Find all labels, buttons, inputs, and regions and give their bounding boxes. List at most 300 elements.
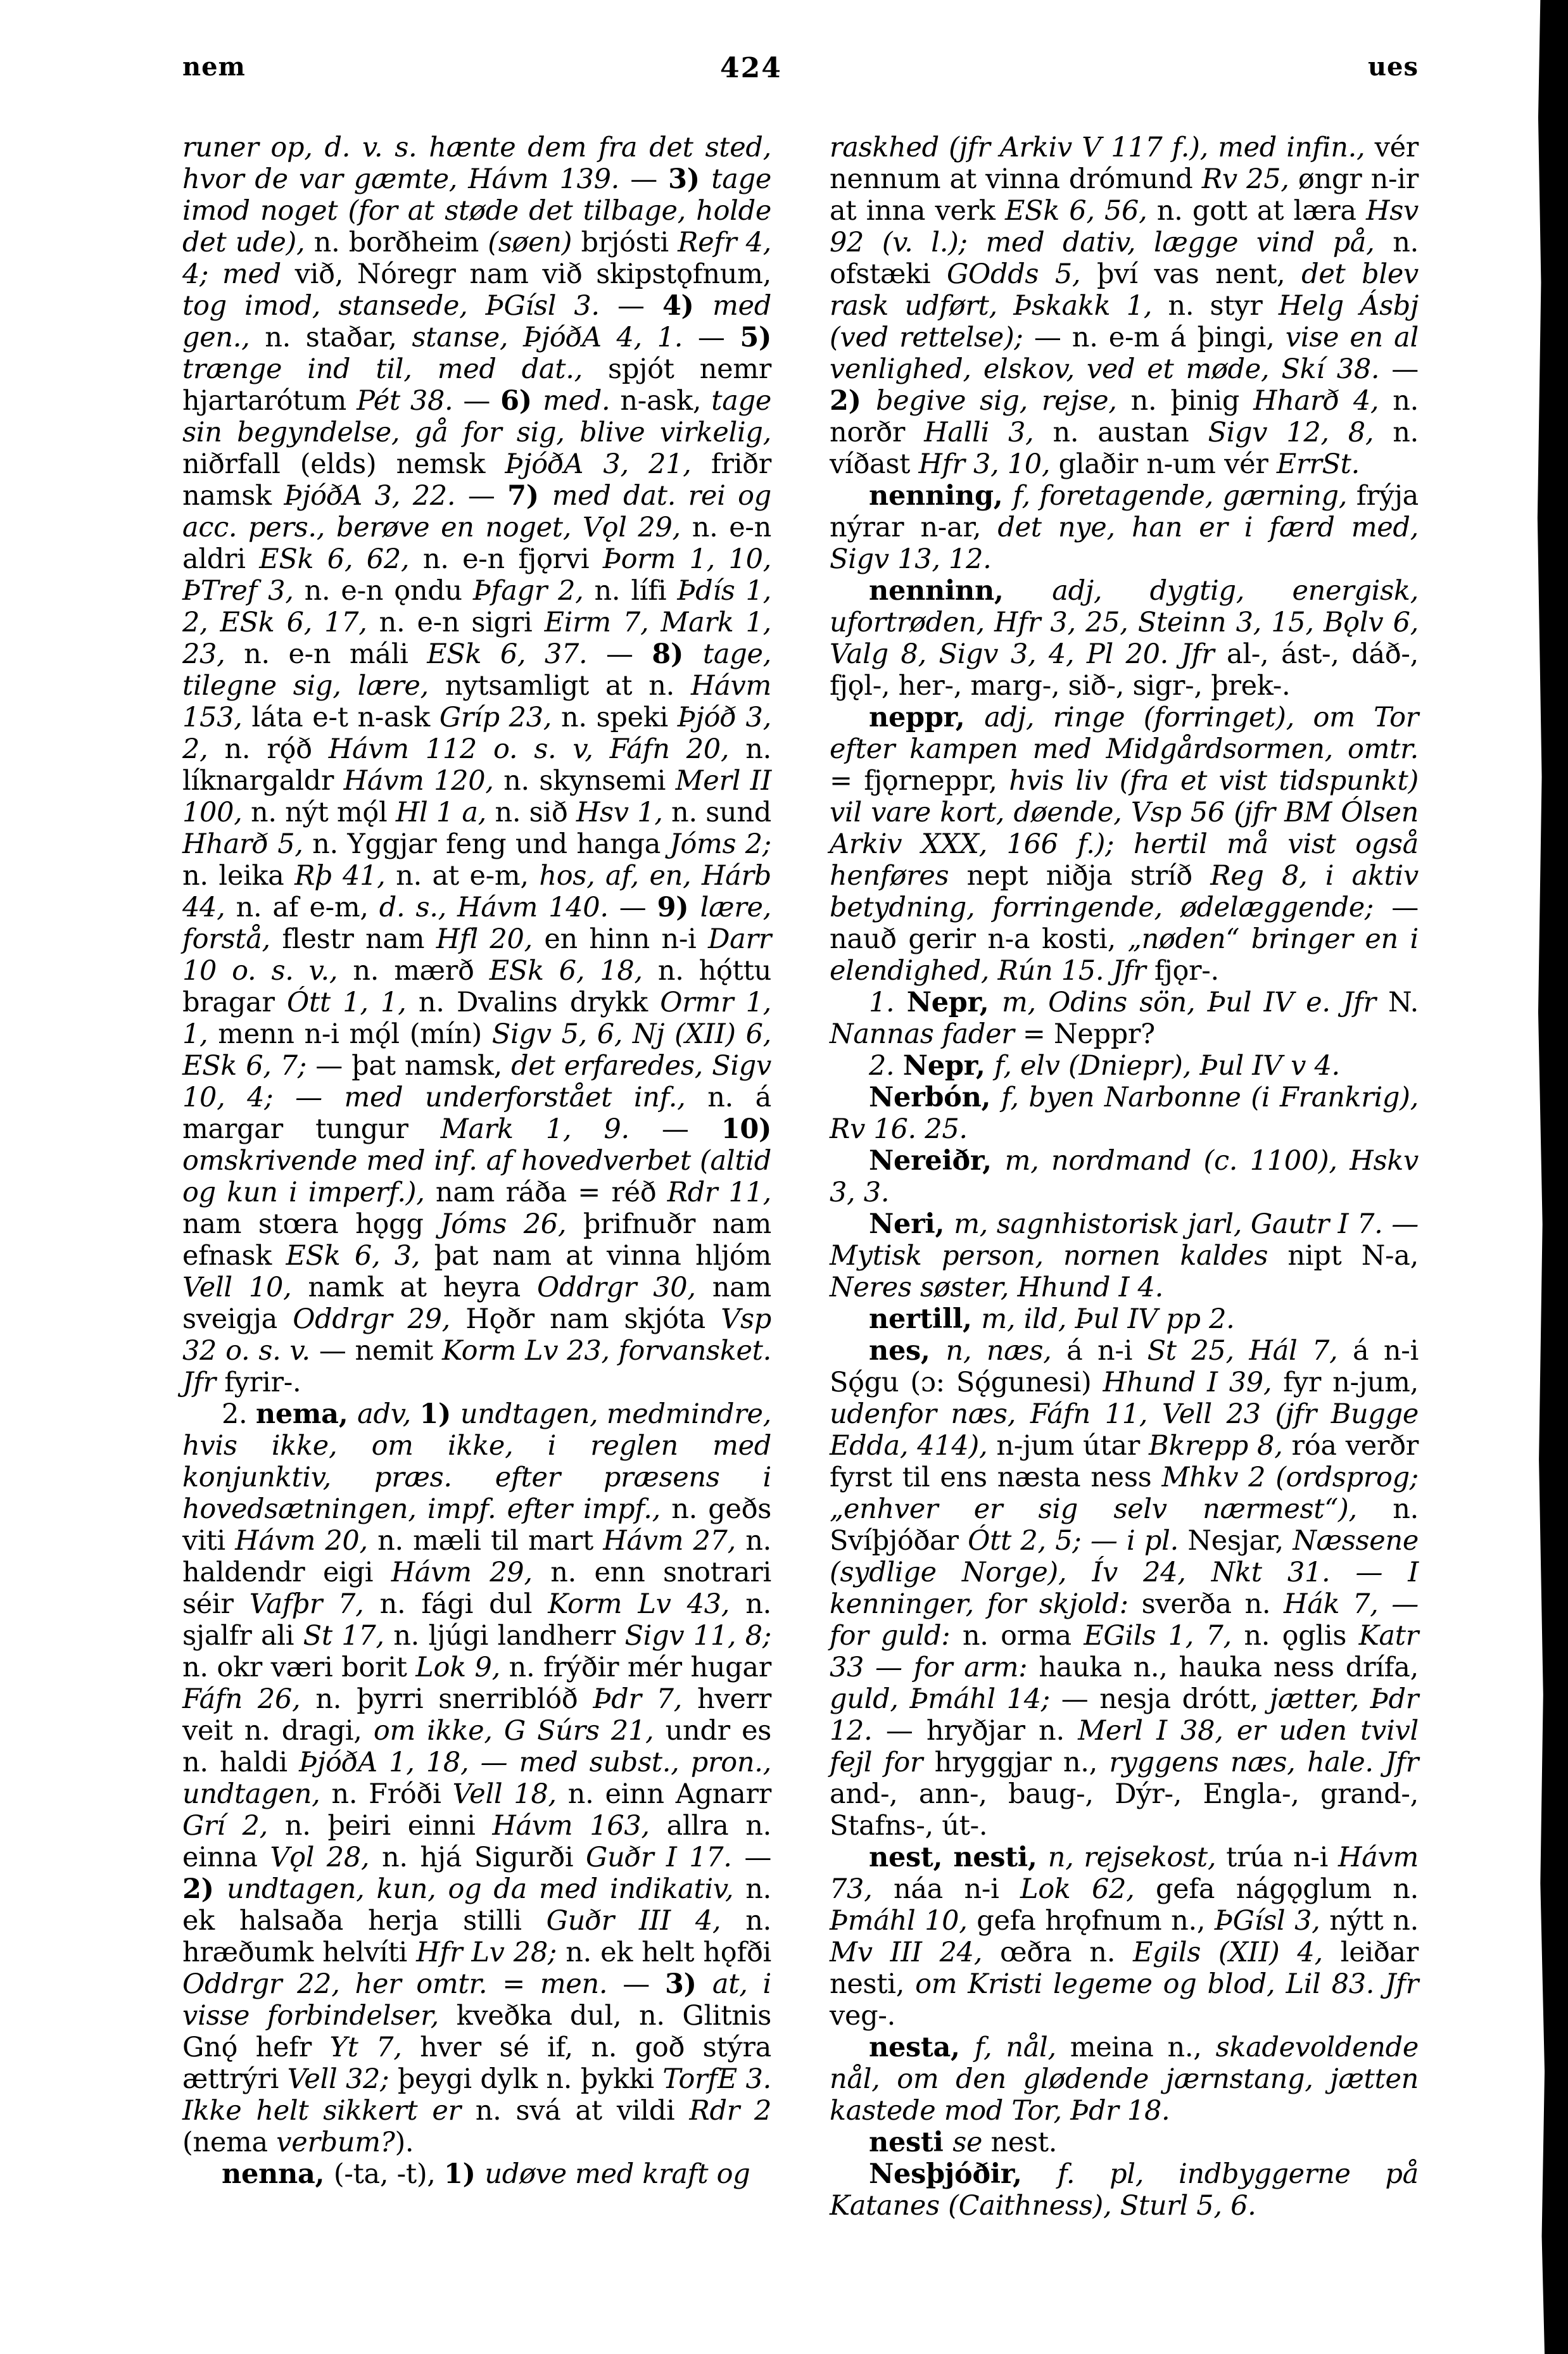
- text-segment: n. geðs viti: [182, 1493, 771, 1557]
- text-segment: n. Dvalins drykk: [418, 987, 661, 1018]
- text-segment: —: [661, 1113, 721, 1145]
- text-segment: n, næs,: [945, 1335, 1067, 1367]
- text-segment: det erfaredes, Sigv 10, 4; — med underforstået inf.,: [182, 1050, 771, 1113]
- text-segment: n. einn Agnarr: [567, 1778, 771, 1810]
- text-segment: f. pl, indbyggerne på Katanes (Caithness), Sturl 5, 6.: [830, 2158, 1419, 2222]
- text-segment: nam stœra hǫgg: [182, 1208, 441, 1240]
- text-segment: —: [606, 638, 652, 670]
- text-segment: n. at e-m,: [396, 860, 540, 892]
- text-segment: det blev rask udført, Þskakk 1,: [830, 258, 1419, 322]
- text-segment: tage, tilegne sig, lære,: [182, 638, 771, 702]
- left-column: [182, 132, 771, 2222]
- text-segment: —: [1391, 353, 1419, 385]
- text-segment: se: [952, 2127, 991, 2158]
- text-segment: Hsv 1,: [576, 797, 672, 828]
- text-segment: St 25, Hál 7,: [1147, 1335, 1353, 1367]
- text-segment: n. gott at læra: [1156, 195, 1367, 227]
- text-segment: n. af e-m,: [236, 892, 379, 923]
- text-segment: Rv 25,: [1201, 163, 1298, 195]
- text-segment: n. víðast: [830, 417, 1419, 480]
- text-segment: n. mæli til mart: [377, 1525, 604, 1557]
- text-segment: Pét 38.: [357, 385, 464, 417]
- entry-paragraph: [830, 1842, 1419, 2032]
- text-segment: om ikke, G Súrs 21,: [373, 1715, 666, 1747]
- text-segment: Þdr 7,: [593, 1683, 697, 1715]
- right-column: [830, 132, 1419, 2222]
- text-segment: n. sund: [671, 797, 771, 828]
- text-segment: n. hjá Sigurði: [381, 1842, 586, 1873]
- text-segment: Ótt 2, 5; — i pl.: [968, 1525, 1188, 1557]
- text-segment: Hfl 20,: [436, 923, 545, 955]
- text-segment: Nepr,: [902, 1050, 995, 1082]
- text-segment: Oddrgr 29,: [293, 1303, 466, 1335]
- text-segment: n. okr væri borit: [182, 1652, 416, 1683]
- text-segment: and-, ann-, baug-, Dýr-, Engla-, grand-, Stafns-, út-.: [830, 1778, 1419, 1842]
- text-segment: n. líknargaldr: [182, 733, 772, 797]
- text-segment: hos, af, en, Hárb 44,: [182, 860, 772, 923]
- text-segment: nýtt n.: [1329, 1905, 1419, 1937]
- text-segment: Rdr 2: [689, 2095, 771, 2127]
- entry-paragraph: [830, 480, 1419, 575]
- text-segment: n. á margar tungur: [182, 1082, 771, 1145]
- text-segment: n. þinig: [1130, 385, 1254, 417]
- text-segment: ÞjóðA 3, 21,: [505, 448, 711, 480]
- text-segment: n. enn snotrari séir: [182, 1557, 771, 1620]
- text-segment: St 17,: [303, 1620, 394, 1652]
- text-segment: niðrfall (elds) nemsk: [182, 448, 505, 480]
- text-segment: Vǫl 28,: [270, 1842, 382, 1873]
- text-segment: Hák 7, — for guld:: [830, 1588, 1419, 1652]
- text-segment: Mark 1, 9.: [440, 1113, 662, 1145]
- text-segment: n. norðr: [830, 385, 1419, 448]
- text-segment: Neres søster, Hhund I 4.: [830, 1272, 1163, 1303]
- text-segment: 1): [444, 2158, 485, 2190]
- text-segment: runer op, d. v. s. hænte dem fra det sted, hvor de var gæmte, Hávm 139.: [182, 132, 771, 195]
- text-segment: ESk 6, 3,: [286, 1240, 434, 1272]
- text-segment: Helg Ásbj (ved rettelse);: [830, 290, 1419, 353]
- text-segment: Nesjar,: [1187, 1525, 1293, 1557]
- text-segment: nest.: [990, 2127, 1058, 2158]
- text-segment: Þdís 1, 2, ESk 6, 17,: [182, 575, 771, 638]
- entry-paragraph: [830, 1208, 1419, 1303]
- text-segment: d. s., Hávm 140.: [379, 892, 619, 923]
- text-segment: n. e-n ǫndu: [304, 575, 473, 607]
- text-segment: f, nål,: [974, 2032, 1070, 2063]
- text-segment: Hávm 112 o. s. v, Fáfn 20,: [328, 733, 746, 765]
- text-segment: n. e-n sigri: [379, 607, 545, 638]
- text-segment: N.: [1388, 987, 1419, 1018]
- text-segment: friðr namsk: [182, 448, 771, 512]
- text-segment: n. ofstæki: [830, 227, 1419, 290]
- text-segment: á n-i Sǫ́gu (ɔ: Sǫ́gunesi): [830, 1335, 1419, 1398]
- text-segment: Vell 10,: [182, 1272, 308, 1303]
- text-segment: verbum?: [276, 2127, 395, 2158]
- text-segment: 3): [664, 1968, 712, 2000]
- text-segment: tage sin begyndelse, gå for sig, blive virkelig,: [182, 385, 771, 448]
- text-segment: „nøden“ bringer en i elendighed, Rún 15. Jfr: [830, 923, 1419, 987]
- text-segment: Hávm 120,: [343, 765, 504, 797]
- text-segment: — nauð gerir n-a kosti,: [830, 892, 1419, 955]
- text-segment: med gen.,: [182, 290, 771, 353]
- entry-paragraph: [830, 1050, 1419, 1082]
- text-segment: Merl I 38, er uden tvivl fejl for: [830, 1715, 1419, 1778]
- text-segment: n. nýt mǫ́l: [250, 797, 396, 828]
- text-segment: begive sig, rejse,: [875, 385, 1131, 417]
- running-head-left: nem: [182, 52, 246, 82]
- text-segment: f, byen Narbonne (i Frankrig), Rv 16. 25.: [830, 1082, 1419, 1145]
- text-segment: øngr n-ir at inna verk: [830, 163, 1419, 227]
- text-segment: ErrSt.: [1276, 448, 1360, 480]
- text-segment: Hl 1 a,: [395, 797, 495, 828]
- text-segment: n. orma: [962, 1620, 1084, 1652]
- text-segment: 3): [668, 163, 712, 195]
- text-segment: flestr nam: [282, 923, 436, 955]
- text-segment: n. ljúgi landherr: [393, 1620, 625, 1652]
- text-segment: n. e-n fjǫrvi: [422, 543, 603, 575]
- entry-paragraph: [830, 1303, 1419, 1335]
- entry-paragraph: [182, 1398, 771, 2158]
- text-segment: guld, Þmáhl 14;: [830, 1683, 1061, 1715]
- text-block: [182, 132, 1419, 2222]
- text-segment: en hinn n-i: [544, 923, 708, 955]
- text-segment: f, elv (Dniepr), Þul IV v 4.: [994, 1050, 1340, 1082]
- text-segment: n-jum útar: [996, 1430, 1149, 1462]
- text-segment: Fáfn 26,: [182, 1683, 316, 1715]
- text-segment: Hávm 27,: [603, 1525, 746, 1557]
- text-segment: —: [617, 290, 662, 322]
- text-segment: = Neppr?: [1022, 1018, 1155, 1050]
- text-segment: med dat. rei og acc. pers., berøve en noget, Vǫl 29,: [182, 480, 771, 543]
- text-segment: nam ráða = réð: [435, 1177, 667, 1208]
- text-segment: tog imod, stansede, ÞGísl 3.: [182, 290, 618, 322]
- text-segment: 2.: [222, 1398, 256, 1430]
- text-segment: f, foretagende, gærning,: [1013, 480, 1356, 512]
- running-head: [182, 52, 1419, 84]
- text-segment: n. mærð: [353, 955, 490, 987]
- text-segment: — n. e-m á þingi,: [1034, 322, 1286, 353]
- text-segment: ÞjóðA 1, 18, — med subst., pron., undtagen,: [182, 1747, 771, 1810]
- text-segment: nept niðja stríð: [966, 860, 1211, 892]
- text-segment: spjót nemr hjartarótum: [182, 353, 772, 417]
- text-segment: Hávm 153,: [182, 670, 771, 733]
- text-segment: nema,: [255, 1398, 358, 1430]
- text-segment: Þjóð 3, 2,: [182, 702, 771, 765]
- text-segment: —: [619, 892, 657, 923]
- text-segment: at, i visse forbindelser,: [182, 1968, 771, 2032]
- text-segment: —: [697, 322, 740, 353]
- text-segment: undtagen, kun, og da med indikativ,: [227, 1873, 746, 1905]
- text-segment: ryggens næs, hale. Jfr: [1109, 1747, 1419, 1778]
- text-segment: —: [630, 163, 669, 195]
- text-segment: 2): [182, 1873, 227, 1905]
- text-segment: det nye, han er i færd med, Sigv 13, 12.: [830, 512, 1419, 575]
- text-segment: menn n-i mǫ́l (mín): [218, 1018, 492, 1050]
- entry-paragraph: [830, 1145, 1419, 1208]
- text-segment: Reg 8, i aktiv betydning, forringende, ødelæggende;: [830, 860, 1419, 923]
- running-head-right: ues: [1367, 52, 1419, 82]
- text-segment: frýja nýrar n-ar,: [830, 480, 1419, 543]
- text-segment: n. Fróði: [331, 1778, 453, 1810]
- text-segment: (nema: [182, 2127, 277, 2158]
- text-segment: 2): [830, 385, 876, 417]
- text-segment: róa verðr fyrst til ens næsta ness: [830, 1430, 1419, 1493]
- text-segment: hauka n., hauka ness drífa,: [1039, 1652, 1419, 1683]
- text-segment: leiðar nesti,: [830, 1937, 1419, 2000]
- text-segment: neppr,: [869, 702, 985, 733]
- text-segment: Bkrepp 8,: [1149, 1430, 1292, 1462]
- text-segment: n. lífi: [594, 575, 678, 607]
- text-segment: Þfagr 2,: [472, 575, 595, 607]
- text-segment: TorfE 3. Ikke helt sikkert er: [182, 2063, 771, 2127]
- page-number: 424: [719, 52, 782, 84]
- text-segment: 6): [500, 385, 543, 417]
- text-segment: Jóms 2;: [669, 828, 771, 860]
- text-segment: n. leika: [182, 860, 295, 892]
- text-segment: stanse, ÞjóðA 4, 1.: [412, 322, 698, 353]
- text-segment: nertill,: [869, 1303, 982, 1335]
- text-segment: n. austan: [1053, 417, 1208, 448]
- text-segment: nesta,: [869, 2032, 975, 2063]
- text-segment: tage imod noget (for at støde det tilbage, holde det ude),: [182, 163, 771, 258]
- entry-paragraph: [830, 2158, 1419, 2222]
- text-segment: ).: [395, 2127, 414, 2158]
- text-segment: Hávm 20,: [235, 1525, 378, 1557]
- text-segment: Sigv 11, 8;: [624, 1620, 772, 1652]
- text-segment: Gríp 23,: [439, 702, 561, 733]
- text-segment: Hsv 92 (v. l.); med dativ, lægge vind på,: [830, 195, 1419, 258]
- text-segment: Lok 62,: [1020, 1873, 1156, 1905]
- text-segment: ESk 6, 18,: [489, 955, 658, 987]
- text-segment: nenning,: [869, 480, 1013, 512]
- text-segment: vér nennum at vinna drómund: [830, 132, 1419, 195]
- text-segment: = fjǫrneppr,: [830, 765, 1009, 797]
- text-segment: 1): [419, 1398, 460, 1430]
- text-segment: Mhkv 2 (ordsprog; „enhver er sig selv nærmest“),: [830, 1462, 1419, 1525]
- text-segment: Sigv 12, 8,: [1208, 417, 1393, 448]
- text-segment: Korm Lv 23, forvansket. Jfr: [182, 1335, 772, 1398]
- text-segment: n. skynsemi: [503, 765, 676, 797]
- text-segment: gefa hrǫfnum n.,: [977, 1905, 1215, 1937]
- text-segment: náa n-i: [893, 1873, 1020, 1905]
- text-segment: Hávm 163,: [492, 1810, 667, 1842]
- text-segment: raskhed (jfr Arkiv V 117 f.), med infin.,: [830, 132, 1375, 163]
- text-segment: kveðka dul, n. Glitnis Gnǫ́ hefr: [182, 2000, 771, 2063]
- text-segment: 8): [652, 638, 703, 670]
- entry-paragraph: [830, 2127, 1419, 2158]
- text-segment: 2.: [869, 1050, 903, 1082]
- text-segment: ÞGísl 3,: [1214, 1905, 1330, 1937]
- text-segment: Vell 18,: [452, 1778, 568, 1810]
- text-segment: Neri,: [869, 1208, 954, 1240]
- text-segment: Oddrgr 30,: [537, 1272, 712, 1303]
- text-segment: láta e-t n-ask: [251, 702, 439, 733]
- text-segment: Mv III 24,: [830, 1937, 1000, 1968]
- text-segment: n. Yggjar feng und hanga: [312, 828, 670, 860]
- text-segment: 9): [657, 892, 700, 923]
- text-segment: =: [502, 1968, 540, 2000]
- text-segment: 7): [507, 480, 552, 512]
- text-segment: ÞjóðA 3, 22.: [284, 480, 468, 512]
- text-segment: GOdds 5,: [946, 258, 1097, 290]
- entry-paragraph: [830, 702, 1419, 987]
- text-segment: n. sið: [495, 797, 576, 828]
- text-segment: því vas nent,: [1097, 258, 1302, 290]
- text-segment: m, ild, Þul IV pp 2.: [981, 1303, 1235, 1335]
- text-segment: m, Odins sön, Þul IV e. Jfr: [1002, 987, 1389, 1018]
- text-segment: Grí 2,: [182, 1810, 285, 1842]
- entry-paragraph: [830, 132, 1419, 480]
- scan-edge-artifact: [1533, 0, 1568, 2354]
- text-segment: Nepr,: [906, 987, 1002, 1018]
- text-segment: Vsp 32 o. s. v.: [182, 1303, 771, 1367]
- text-segment: — nesja drótt,: [1061, 1683, 1270, 1715]
- text-segment: Egils (XII) 4,: [1132, 1937, 1341, 1968]
- text-segment: 5): [740, 322, 772, 353]
- text-segment: —: [623, 1968, 665, 2000]
- text-segment: brjósti: [581, 227, 678, 258]
- text-segment: n. hræðumk helvíti: [182, 1905, 771, 1968]
- text-segment: nes,: [869, 1335, 946, 1367]
- text-segment: gefa nágǫglum n.: [1155, 1873, 1419, 1905]
- text-segment: trúa n-i: [1226, 1842, 1338, 1873]
- text-segment: Hharð 4,: [1253, 385, 1393, 417]
- text-segment: undr es n. haldi: [182, 1715, 771, 1778]
- entry-paragraph: [830, 1335, 1419, 1842]
- text-segment: m, sagnhistorisk jarl, Gautr I 7. — Mytisk person, nornen kaldes: [830, 1208, 1419, 1272]
- text-segment: Guðr I 17.: [585, 1842, 745, 1873]
- text-segment: nesti: [869, 2127, 953, 2158]
- text-segment: vise en al venlighed, elskov, ved et møde, Skí 38.: [830, 322, 1419, 385]
- text-segment: n. ek helt hǫfði: [566, 1937, 772, 1968]
- text-segment: n. ek halsaða herja stilli: [182, 1873, 772, 1937]
- text-segment: nenninn,: [869, 575, 1053, 607]
- text-segment: lære, forstå,: [182, 892, 771, 955]
- text-segment: omskrivende med inf. af hovedverbet (altid og kun i imperf.),: [182, 1145, 771, 1208]
- text-segment: Hávm 73,: [830, 1842, 1419, 1905]
- text-segment: udøve med kraft og: [484, 2158, 750, 2190]
- text-segment: hverr veit n. dragi,: [182, 1683, 772, 1747]
- text-segment: n. hǫ́ttu bragar: [182, 955, 771, 1018]
- text-segment: n, rejsekost,: [1047, 1842, 1227, 1873]
- text-segment: þeygi dylk n. þykki: [397, 2063, 663, 2095]
- text-segment: ESk 6, 62,: [259, 543, 423, 575]
- text-segment: þrifnuðr nam efnask: [182, 1208, 771, 1272]
- text-segment: Hǫðr nam skjóta: [465, 1303, 721, 1335]
- text-segment: Lok 9,: [415, 1652, 509, 1683]
- text-segment: ESk 6, 37.: [427, 638, 606, 670]
- text-segment: n. fági dul: [379, 1588, 548, 1620]
- text-segment: Hharð 5,: [182, 828, 313, 860]
- text-segment: Yt 7,: [329, 2032, 420, 2063]
- text-segment: Korm Lv 43,: [548, 1588, 746, 1620]
- text-segment: n. Svíþjóðar: [830, 1493, 1419, 1557]
- text-segment: Þmáhl 10,: [830, 1905, 977, 1937]
- text-segment: —: [467, 480, 508, 512]
- text-segment: adj, dygtig, energisk, ufortrøden, Hfr 3, 25, Steinn 3, 15, Bǫlv 6, Valg 8, Sigv 3, 4, Pl 20. Jfr: [830, 575, 1419, 670]
- text-segment: n-ask,: [620, 385, 712, 417]
- text-segment: Nesþjóðir,: [869, 2158, 1058, 2190]
- text-segment: ESk 6, 56,: [1004, 195, 1157, 227]
- text-segment: hvis liv (fra et vist tidspunkt) vil vare kort, døende, Vsp 56 (jfr BM Ólsen Arkiv XXX, 166 f.); hertil må vist også henføres: [830, 765, 1419, 892]
- text-segment: Rdr 11,: [667, 1177, 771, 1208]
- text-segment: (-ta, -t),: [333, 2158, 445, 2190]
- text-segment: (søen): [488, 227, 581, 258]
- text-segment: Sigv 5, 6, Nj (XII) 6, ESk 6, 7;: [182, 1018, 771, 1082]
- text-segment: 1.: [869, 987, 907, 1018]
- text-segment: Þorm 1, 10, ÞTref 3,: [182, 543, 771, 607]
- text-segment: —: [744, 1842, 772, 1873]
- text-segment: Darr 10 o. s. v.,: [182, 923, 771, 987]
- text-segment: Hávm 29,: [391, 1557, 551, 1588]
- text-segment: m, nordmand (c. 1100), Hskv 3, 3.: [830, 1145, 1419, 1208]
- text-segment: Hfr Lv 28;: [416, 1937, 566, 1968]
- text-segment: udenfor næs, Fáfn 11, Vell 23 (jfr Bugge Edda, 414),: [830, 1398, 1419, 1462]
- text-segment: n. e-n máli: [244, 638, 427, 670]
- text-segment: med.: [543, 385, 621, 417]
- text-segment: Ormr 1, 1,: [182, 987, 771, 1050]
- text-segment: við, Nóregr nam við skipstǫfnum,: [294, 258, 771, 290]
- text-segment: Nereiðr,: [869, 1145, 1005, 1177]
- text-segment: n. haldendr eigi: [182, 1525, 771, 1588]
- text-segment: adv,: [357, 1398, 420, 1430]
- text-segment: n. speki: [560, 702, 678, 733]
- text-segment: nest, nesti,: [869, 1842, 1048, 1873]
- text-segment: n. ǫglis: [1244, 1620, 1359, 1652]
- text-segment: Eirm 7, Mark 1, 23,: [182, 607, 771, 670]
- text-segment: fyrir-.: [224, 1367, 301, 1398]
- text-segment: Rþ 41,: [294, 860, 396, 892]
- text-segment: n. svá at vildi: [475, 2095, 690, 2127]
- text-segment: hver sé if, n. goð stýra ættrýri: [182, 2032, 771, 2095]
- text-segment: Vell 32;: [287, 2063, 398, 2095]
- text-segment: n. þyrri snerriblóð: [315, 1683, 593, 1715]
- text-segment: skadevoldende nål, om den glødende jærnstang, jætten kastede mod Tor, Þdr 18.: [830, 2032, 1419, 2127]
- entry-paragraph: [182, 132, 771, 1398]
- text-segment: undtagen, medmindre, hvis ikke, om ikke, i reglen med konjunktiv, præs. efter præsens i hovedsætningen, impf. efter impf.,: [182, 1398, 771, 1525]
- text-segment: Halli 3,: [924, 417, 1053, 448]
- text-segment: n. styr: [1168, 290, 1279, 322]
- text-segment: á n-i: [1066, 1335, 1148, 1367]
- text-segment: n. sjalfr ali: [182, 1588, 772, 1652]
- text-segment: Hhund I 39,: [1103, 1367, 1284, 1398]
- text-segment: Nerbón,: [869, 1082, 1002, 1113]
- text-segment: sverða n.: [1141, 1588, 1284, 1620]
- text-segment: — nemit: [319, 1335, 443, 1367]
- text-segment: n. þeiri einni: [284, 1810, 493, 1842]
- entry-paragraph: [830, 987, 1419, 1050]
- text-segment: Ótt 1, 1,: [287, 987, 419, 1018]
- text-segment: fjǫr-.: [1154, 955, 1219, 987]
- entry-paragraph: [182, 2158, 771, 2190]
- text-segment: 10): [721, 1113, 771, 1145]
- text-segment: n. borðheim: [313, 227, 488, 258]
- text-segment: nam sveigja: [182, 1272, 771, 1335]
- entry-paragraph: [830, 1082, 1419, 1145]
- text-segment: nenna,: [222, 2158, 334, 2190]
- text-segment: œðra n.: [1000, 1937, 1133, 1968]
- text-segment: Hfr 3, 10,: [918, 448, 1059, 480]
- text-segment: trænge ind til, med dat.,: [182, 353, 609, 385]
- text-segment: al-, ást-, dáð-, fjǫl-, her-, marg-, sið-, sigr-, þrek-.: [830, 638, 1419, 702]
- text-segment: Guðr III 4,: [546, 1905, 746, 1937]
- text-segment: —: [463, 385, 501, 417]
- text-segment: n. e-n aldri: [182, 512, 771, 575]
- text-segment: Refr 4, 4; med: [182, 227, 771, 290]
- text-segment: Jóms 26,: [440, 1208, 583, 1240]
- text-segment: Katr 33 — for arm:: [830, 1620, 1419, 1683]
- text-segment: þat nam at vinna hljóm: [434, 1240, 771, 1272]
- text-segment: Næssene (sydlige Norge), Ív 24, Nkt 31. — I kenninger, for skjold:: [830, 1525, 1419, 1620]
